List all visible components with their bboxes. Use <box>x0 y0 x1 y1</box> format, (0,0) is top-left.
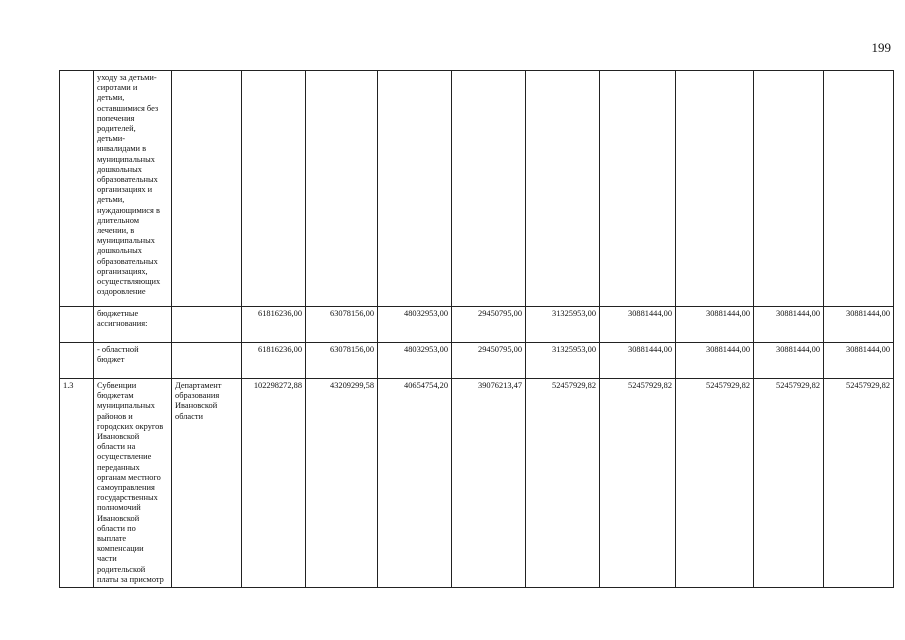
table-row <box>60 307 894 343</box>
amount-cell: 29450795,00 <box>452 343 526 379</box>
amount-cell: 48032953,00 <box>378 343 452 379</box>
amount-cell <box>600 71 676 307</box>
description-line: уходу за детьми- <box>97 73 157 82</box>
description-line: нуждающимися в <box>97 205 160 215</box>
amount-cell: 102298272,88 <box>242 379 306 588</box>
budget-table <box>59 70 894 588</box>
amount-cell <box>378 71 452 307</box>
amount-cell: 30881444,00 <box>824 343 894 379</box>
amount-cell: 52457929,82 <box>824 379 894 588</box>
description-line: ассигнования: <box>97 319 148 329</box>
description-line: организациях и <box>97 185 153 195</box>
amount-cell: 52457929,82 <box>676 379 754 588</box>
amount-cell: 63078156,00 <box>306 307 378 343</box>
description-line: оздоровление <box>97 287 146 297</box>
amount-cell: 30881444,00 <box>754 307 824 343</box>
description-line: образовательных <box>97 175 158 185</box>
description-cell <box>94 379 172 588</box>
amount-cell <box>824 71 894 307</box>
description-line: компенсации <box>97 544 144 554</box>
table-row <box>60 343 894 379</box>
description-line: выплате <box>97 534 127 544</box>
amount-cell <box>452 71 526 307</box>
executor-line: образования <box>175 391 220 401</box>
description-line: части <box>97 554 117 564</box>
description-line: бюджет <box>97 355 125 365</box>
description-line: Субвенции <box>97 381 137 390</box>
description-line: - областной <box>97 345 139 354</box>
row-number-cell: 1.3 <box>60 379 94 588</box>
description-cell <box>94 71 172 307</box>
amount-cell: 52457929,82 <box>526 379 600 588</box>
description-line: детьми, <box>97 195 125 205</box>
amount-cell: 31325953,00 <box>526 307 600 343</box>
description-line: муниципальных <box>97 236 155 246</box>
description-line: районов и <box>97 411 133 421</box>
description-line: бюджетам <box>97 391 134 401</box>
table-row <box>60 379 894 588</box>
description-cell <box>94 307 172 343</box>
amount-cell: 30881444,00 <box>676 343 754 379</box>
description-line: оставшимися без <box>97 103 159 113</box>
amount-cell <box>306 71 378 307</box>
description-line: инвалидами в <box>97 144 147 154</box>
description-line: осуществление <box>97 452 152 462</box>
amount-cell: 29450795,00 <box>452 307 526 343</box>
executor-cell <box>172 343 242 379</box>
description-line: дошкольных <box>97 246 142 256</box>
amount-cell: 30881444,00 <box>754 343 824 379</box>
description-line: лечении, в <box>97 226 135 236</box>
description-line: области по <box>97 523 136 533</box>
description-line: бюджетные <box>97 309 139 318</box>
description-line: области на <box>97 442 136 452</box>
row-number-cell <box>60 307 94 343</box>
amount-cell: 30881444,00 <box>676 307 754 343</box>
amount-cell <box>242 71 306 307</box>
row-number-cell <box>60 343 94 379</box>
amount-cell: 63078156,00 <box>306 343 378 379</box>
amount-cell: 30881444,00 <box>600 343 676 379</box>
amount-cell: 52457929,82 <box>600 379 676 588</box>
amount-cell: 61816236,00 <box>242 343 306 379</box>
description-line: переданных <box>97 462 140 472</box>
executor-cell <box>172 71 242 307</box>
description-line: самоуправления <box>97 483 155 493</box>
description-line: родительской <box>97 564 146 574</box>
description-line: сиротами и <box>97 83 138 93</box>
amount-cell: 52457929,82 <box>754 379 824 588</box>
executor-line: Ивановской <box>175 401 218 411</box>
amount-cell: 48032953,00 <box>378 307 452 343</box>
description-line: органам местного <box>97 472 161 482</box>
description-line: городских округов <box>97 421 164 431</box>
description-line: длительном <box>97 215 140 225</box>
table-row <box>60 71 894 307</box>
executor-line: Департамент <box>175 381 222 390</box>
amount-cell: 61816236,00 <box>242 307 306 343</box>
amount-cell <box>676 71 754 307</box>
description-line: Ивановской <box>97 513 140 523</box>
amount-cell <box>526 71 600 307</box>
amount-cell: 30881444,00 <box>600 307 676 343</box>
amount-cell: 43209299,58 <box>306 379 378 588</box>
description-line: муниципальных <box>97 154 155 164</box>
description-line: детьми- <box>97 134 126 144</box>
description-line: платы за присмотр <box>97 574 164 584</box>
amount-cell: 30881444,00 <box>824 307 894 343</box>
description-line: образовательных <box>97 256 158 266</box>
description-line: детьми, <box>97 93 125 103</box>
amount-cell: 39076213,47 <box>452 379 526 588</box>
page-number: 199 <box>871 40 891 55</box>
description-line: государственных <box>97 493 158 503</box>
description-line: дошкольных <box>97 164 142 174</box>
description-line: попечения <box>97 113 135 123</box>
description-line: организациях, <box>97 266 148 276</box>
amount-cell: 40654754,20 <box>378 379 452 588</box>
executor-line: области <box>175 411 203 421</box>
description-line: полномочий <box>97 503 141 513</box>
amount-cell: 31325953,00 <box>526 343 600 379</box>
row-number-cell <box>60 71 94 307</box>
description-line: осуществляющих <box>97 277 161 287</box>
description-line: Ивановской <box>97 432 140 442</box>
description-line: родителей, <box>97 124 136 134</box>
executor-cell <box>172 379 242 588</box>
description-cell <box>94 343 172 379</box>
description-line: муниципальных <box>97 401 155 411</box>
amount-cell <box>754 71 824 307</box>
executor-cell <box>172 307 242 343</box>
